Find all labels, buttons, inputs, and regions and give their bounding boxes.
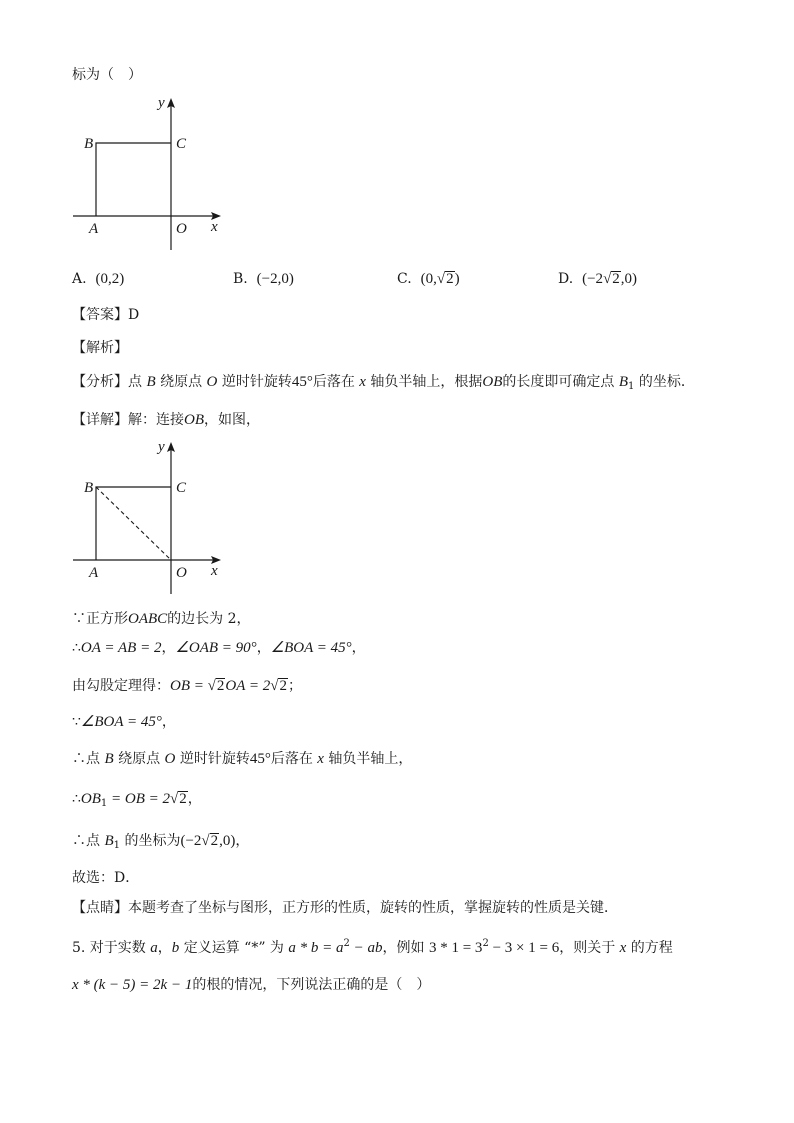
step-4: ∵∠BOA = 45°， bbox=[72, 714, 176, 730]
option-c: C. (0,√2) bbox=[397, 271, 460, 287]
dianjing-line: 【点睛】本题考查了坐标与图形，正方形的性质，旋转的性质，掌握旋转的性质是关键． bbox=[72, 900, 618, 916]
xiangjie-line: 【详解】解：连接OB，如图， bbox=[72, 412, 260, 428]
option-a: A. (0,2) bbox=[72, 271, 125, 287]
step-3: 由勾股定理得：OB = √2OA = 2√2； bbox=[72, 678, 302, 694]
label-O: O bbox=[176, 221, 187, 237]
fenxi-line: 【分析】点 B 绕原点 O 逆时针旋转45°后落在 x 轴负半轴上，根据OB的长度即可确定点 $B_1$ 的坐标． bbox=[72, 374, 695, 392]
analysis-heading: 【解析】 bbox=[72, 340, 128, 356]
question-stem-tail: 标为（ ） bbox=[72, 67, 142, 83]
step-2: ∴OA = AB = 2，∠OAB = 90°，∠BOA = 45°， bbox=[72, 640, 366, 656]
option-d: D. (−2√2,0) bbox=[558, 271, 638, 287]
option-b: B. (−2,0) bbox=[233, 271, 294, 287]
segment-ob-dashed bbox=[96, 487, 171, 560]
label-B: B bbox=[84, 136, 94, 152]
label-O: O bbox=[176, 565, 187, 581]
step-8: 故选：D． bbox=[72, 870, 140, 886]
step-6: $\therefore OB_1$ = OB = 2√2， bbox=[72, 791, 202, 809]
question-5-line-1: 5. 对于实数 a，b 定义运算 “*” 为 $a * b = a^2$ − ab，例如 $3 * 1 = 3^2 - 3 \times 1 = 6$，则关于 x 的方程 bbox=[72, 938, 673, 956]
step-1: ∵正方形OABC的边长为 2， bbox=[72, 611, 251, 627]
question-5-line-2: x * (k − 5) = 2k − 1的根的情况，下列说法正确的是（ ） bbox=[72, 977, 431, 993]
coordinate-figure-1 bbox=[70, 92, 230, 257]
label-x: x bbox=[211, 219, 218, 235]
answer-line: 【答案】D bbox=[72, 307, 140, 323]
label-y: y bbox=[158, 439, 165, 455]
coordinate-figure-2 bbox=[70, 436, 230, 601]
label-A: A bbox=[89, 565, 99, 581]
step-5: ∴点 B 绕原点 O 逆时针旋转45°后落在 x 轴负半轴上， bbox=[72, 751, 413, 767]
label-C: C bbox=[176, 480, 187, 496]
label-A: A bbox=[89, 221, 99, 237]
label-B: B bbox=[84, 480, 94, 496]
label-y: y bbox=[158, 95, 165, 111]
step-7: ∴点 $B_1$ 的坐标为(−2√2,0)， bbox=[72, 833, 250, 851]
square-outline bbox=[96, 143, 171, 216]
label-C: C bbox=[176, 136, 187, 152]
label-x: x bbox=[211, 563, 218, 579]
